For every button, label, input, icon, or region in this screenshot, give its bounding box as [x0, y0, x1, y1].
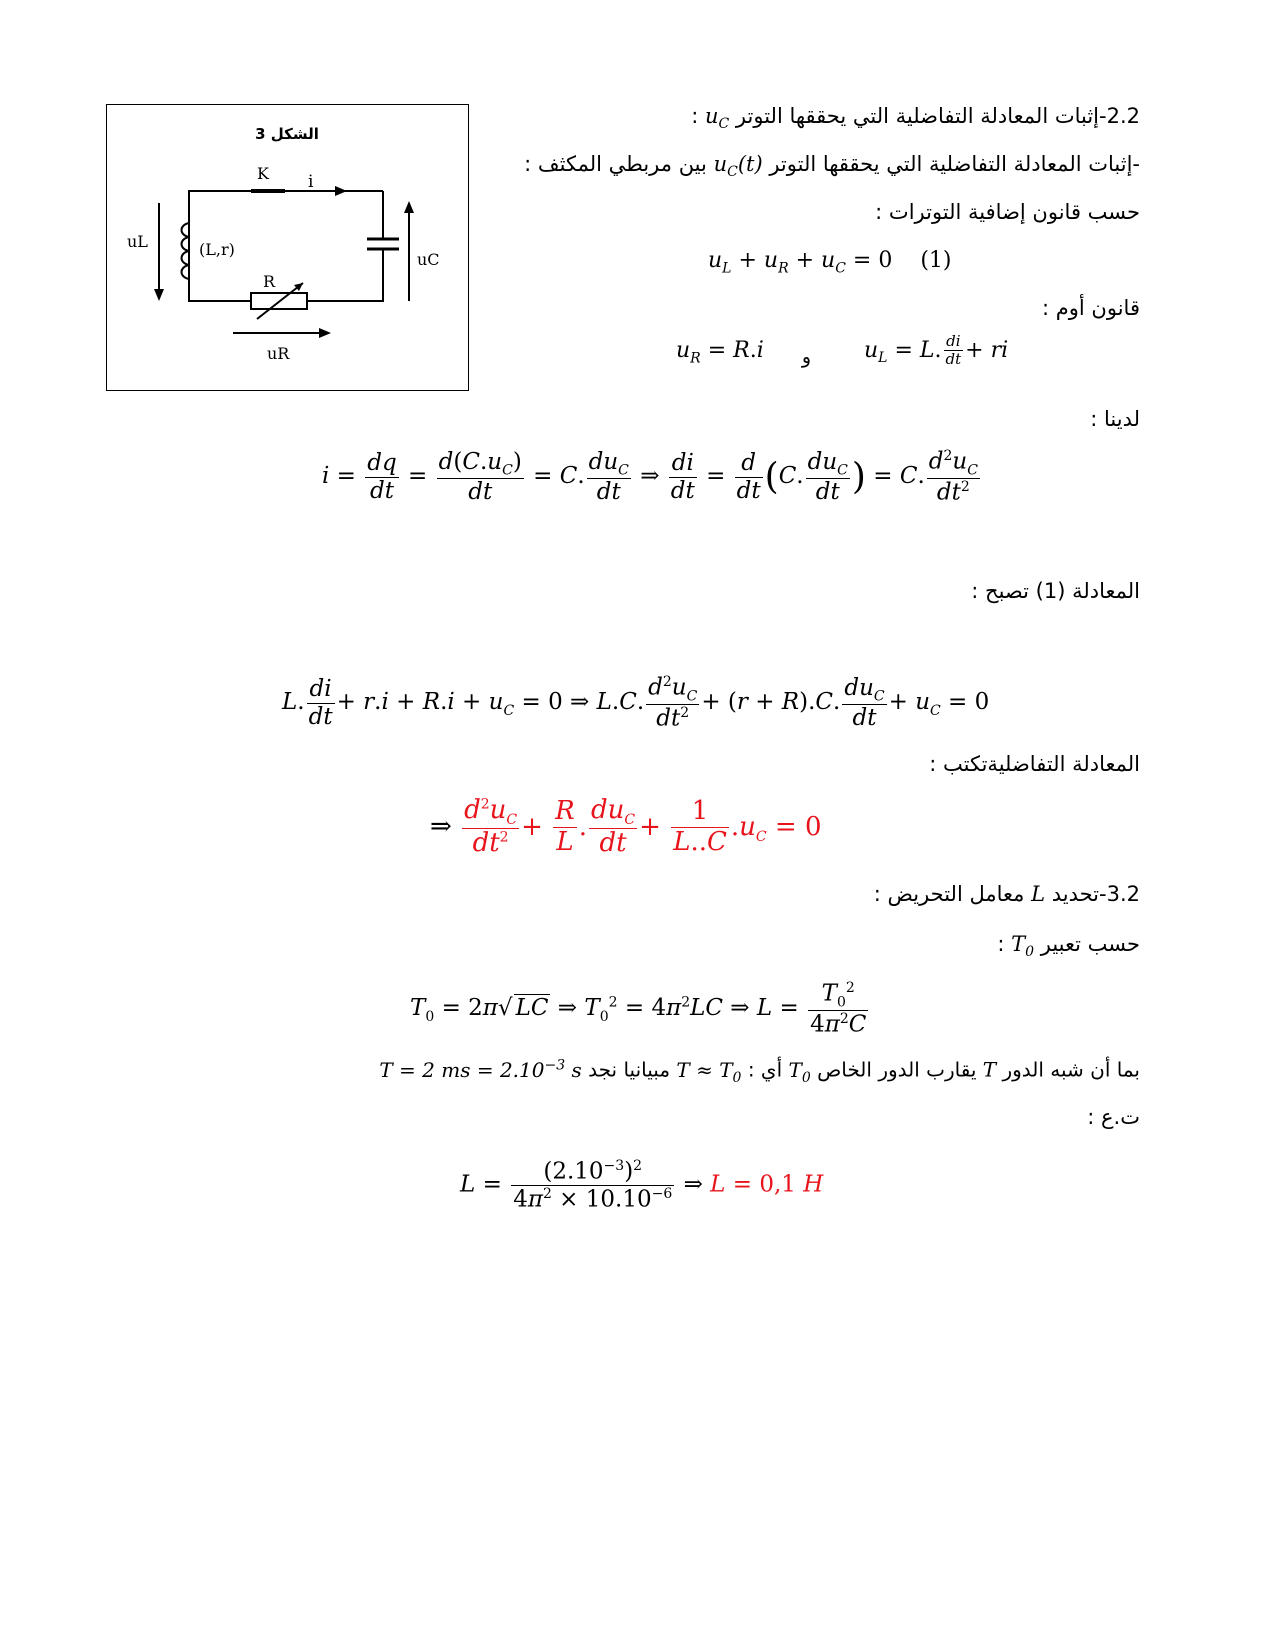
ohm-uL: $u_L = L$. $\frac{di}{dt}$ + ri: [864, 332, 1009, 369]
circuit-figure: [106, 104, 469, 391]
heading-3-2: 3.2-تحديد L معامل التحريض :: [873, 882, 1140, 906]
diff-eq-written: المعادلة التفاضليةتكتب :: [929, 752, 1140, 776]
switch-label: K: [257, 164, 269, 183]
figure-title: الشكل 3: [255, 125, 319, 143]
equation-1-number: (1): [920, 248, 952, 273]
uR-arrow-head: [319, 328, 331, 338]
period-formula: $T_0 = 2\pi√$ LC ⇒ $T_0^2 = 4\pi^2LC$ ⇒ L = $\frac{T_0^2}{4\pi^2C}$: [410, 980, 867, 1038]
uC-arrow-head: [404, 201, 414, 213]
uC-label: uC: [417, 250, 440, 269]
uR-label: uR: [267, 344, 290, 363]
we-have: لدينا :: [1090, 407, 1140, 431]
equation-1: $u_L + u_R + u_C = 0$ (1): [708, 248, 952, 277]
per-expression: حسب تعبير $T_0$ :: [997, 932, 1140, 961]
wire-bottom: [189, 277, 251, 301]
since-line: بما أن شبه الدور T يقارب الدور الخاص $T_0$ أي : $T \approx T_0$ مبيانيا نجد T = 2 ms = $2.10^{-3}$ s: [379, 1057, 1140, 1086]
current-label: i: [308, 172, 314, 192]
law-additivity: حسب قانون إضافية التوترات :: [875, 200, 1140, 224]
and-word: و: [801, 346, 811, 368]
coil-label: (L,r): [199, 240, 235, 259]
wire-right-lower: [307, 249, 383, 301]
resistor-label: R: [263, 272, 276, 291]
current-arrow: [335, 186, 347, 196]
uL-arrow-head: [154, 289, 164, 301]
coil: [182, 223, 190, 279]
law-ohm: قانون أوم :: [1042, 296, 1140, 320]
current-relation: i = $\frac{dq}{dt}$ = $\frac{d(C.u_C)}{dt}$ = C. $\frac{du_C}{dt}$ ⇒ $\frac{di}{dt}$ = $\frac{d}{dt}$ (C. $\frac{du_C}{dt}$ ) = C. $\frac{d^2u_C}{dt^2}$: [322, 448, 978, 506]
uL-label: uL: [127, 232, 148, 251]
ohm-uR: $u_R = R.i$: [676, 338, 764, 367]
circuit-diagram: [107, 105, 467, 389]
eq1-becomes: المعادلة (1) تصبح :: [971, 579, 1140, 603]
L-result: L = 0,1 H: [710, 1171, 824, 1198]
heading-2-2: 2.2-إثبات المعادلة التفاضلية التي يحققها التوتر $u_C$ :: [691, 104, 1140, 133]
L-calc: L = $\frac{(2.10^{-3})^2}{4\pi^2 \times 10.10^{-6}}$ ⇒ L = 0,1 H: [460, 1158, 824, 1213]
proof-line: -إثبات المعادلة التفاضلية التي يحققها التوتر $u_C(t)$ بين مربطي المكثف :: [524, 152, 1140, 181]
heading-2-2-text: 2.2-إثبات المعادلة التفاضلية التي يحققها التوتر: [735, 104, 1140, 128]
proof-line-var: $u_C(t)$: [713, 152, 763, 181]
expanded-equation: L. $\frac{di}{dt}$ + $r.i + R.i + u_C = 0$ ⇒ L.C. $\frac{d^2u_C}{dt^2}$ + (r + R).C. $\frac{du_C}{dt}$ + $u_C = 0$: [282, 674, 990, 732]
numerical-app: ت.ع :: [1087, 1105, 1140, 1129]
final-diff-eq: ⇒ $\frac{d^2u_C}{dt^2}$ + $\frac{R}{L}$ . $\frac{du_C}{dt}$ + $\frac{1}{L..C}$ $.u_C = 0$: [430, 795, 822, 859]
heading-2-2-var: $u_C$: [704, 104, 730, 133]
